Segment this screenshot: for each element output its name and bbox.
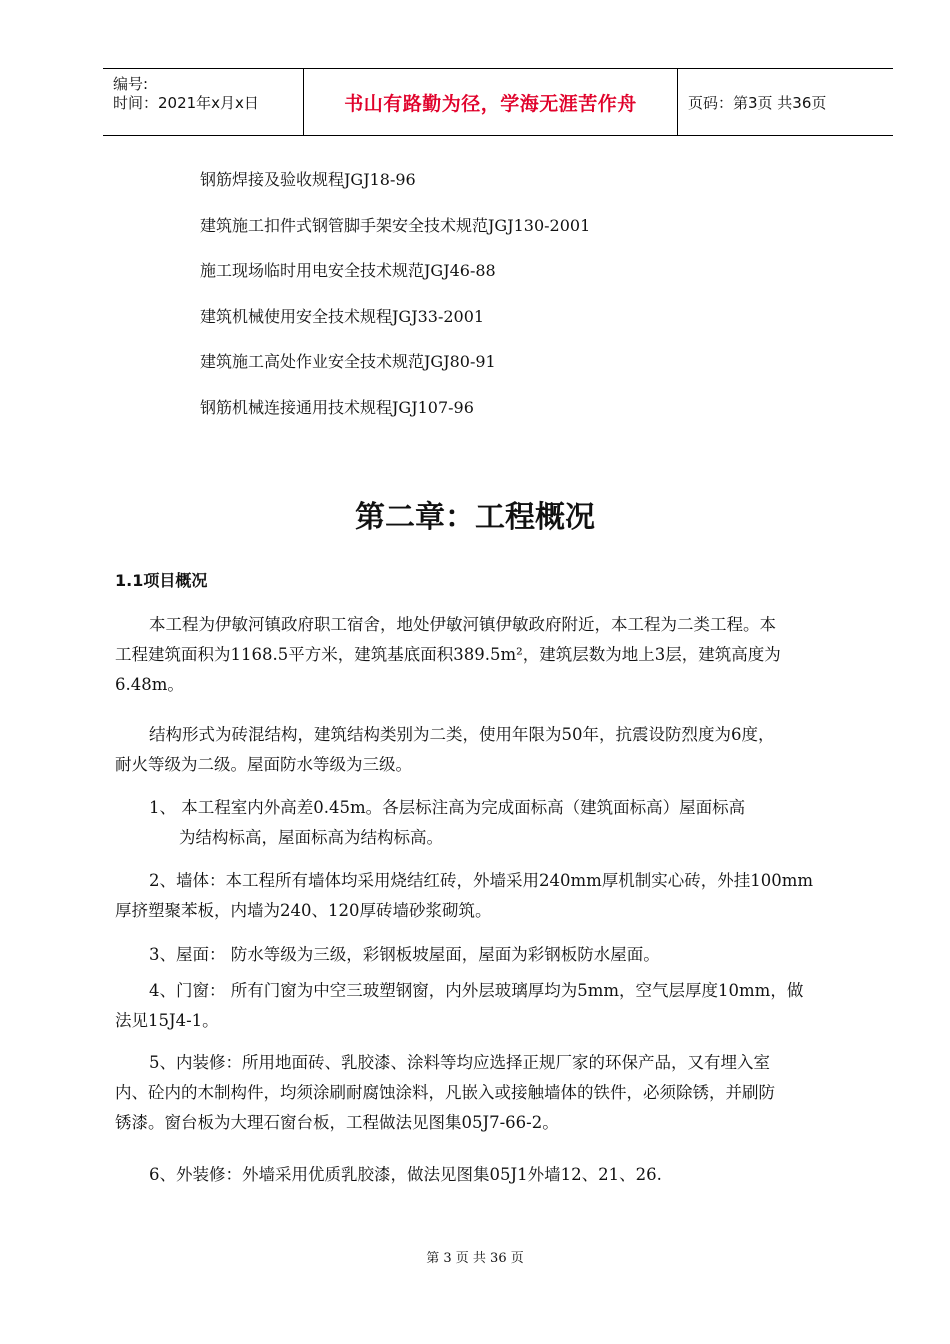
text-line: 内、砼内的木制构件，均须涂刷耐腐蚀涂料，凡嵌入或接触墙体的铁件，必须除锈，并刷防 [115,1083,775,1102]
body-paragraph [115,1160,885,1190]
reference-item: 建筑施工高处作业安全技术规范JGJ80-91 [200,352,496,371]
text-line: 结构形式为砖混结构，建筑结构类别为二类，使用年限为50年，抗震设防烈度为6度， [149,725,775,744]
reference-item: 建筑机械使用安全技术规程JGJ33-2001 [200,306,485,326]
text-line: 2、墙体：本工程所有墙体均采用烧结红砖，外墙采用240mm厚机制实心砖，外挂100mm [149,871,814,890]
text-line: 工程建筑面积为1168.5平方米，建筑基底面积389.5m²，建筑层数为地上3层，建筑高度为 [115,645,781,664]
body-paragraph [115,1048,885,1138]
document-date: 时间：2021年x月x日 [113,94,259,112]
page-header [103,68,893,136]
body-paragraph [115,866,885,926]
text-line: 5、内装修：所用地面砖、乳胶漆、涂料等均应选择正规厂家的环保产品，又有埋入室 [149,1053,770,1072]
reference-list [200,168,590,441]
document-number-label: 编号: [113,75,149,93]
text-line: 为结构标高，屋面标高为结构标高。 [179,828,443,847]
page-footer: 第 3 页 共 36 页 [426,1251,524,1266]
body-paragraph [115,793,885,853]
text-line: 6.48m。 [115,675,184,694]
text-line: 6、外装修：外墙采用优质乳胶漆，做法见图集05J1外墙12、21、26. [149,1165,662,1184]
header-page-number: 页码：第3页 共36页 [688,93,827,112]
text-line: 3、屋面： 防水等级为三级，彩钢板坡屋面，屋面为彩钢板防水屋面。 [149,945,660,964]
text-line: 锈漆。窗台板为大理石窗台板，工程做法见图集05J7-66-2。 [115,1113,559,1132]
body-paragraph [115,720,885,780]
section-title: 1.1项目概况 [115,571,208,590]
body-paragraph [115,940,885,970]
header-meta [103,69,304,135]
header-motto: 书山有路勤为径，学海无涯苦作舟 [304,69,678,135]
text-line: 1、 本工程室内外高差0.45m。各层标注高为完成面标高（建筑面标高）屋面标高 [149,798,746,817]
text-line: 4、门窗： 所有门窗为中空三玻塑钢窗，内外层玻璃厚均为5mm，空气层厚度10mm，做 [149,981,804,1000]
chapter-title: 第二章：工程概况 [355,500,595,535]
reference-item: 钢筋机械连接通用技术规程JGJ107-96 [200,397,474,417]
text-line: 法见15J4-1。 [115,1011,219,1030]
body-paragraph [115,610,885,700]
reference-item: 钢筋焊接及验收规程JGJ18-96 [200,170,416,189]
body-paragraph [115,976,885,1036]
text-line: 厚挤塑聚苯板，内墙为240、120厚砖墙砂浆砌筑。 [115,901,492,920]
text-line: 本工程为伊敏河镇政府职工宿舍，地处伊敏河镇伊敏政府附近，本工程为二类工程。本 [149,615,776,634]
text-line: 耐火等级为二级。屋面防水等级为三级。 [115,755,412,774]
reference-item: 建筑施工扣件式钢管脚手架安全技术规范JGJ130-2001 [200,215,591,235]
reference-item: 施工现场临时用电安全技术规范JGJ46-88 [200,261,496,280]
